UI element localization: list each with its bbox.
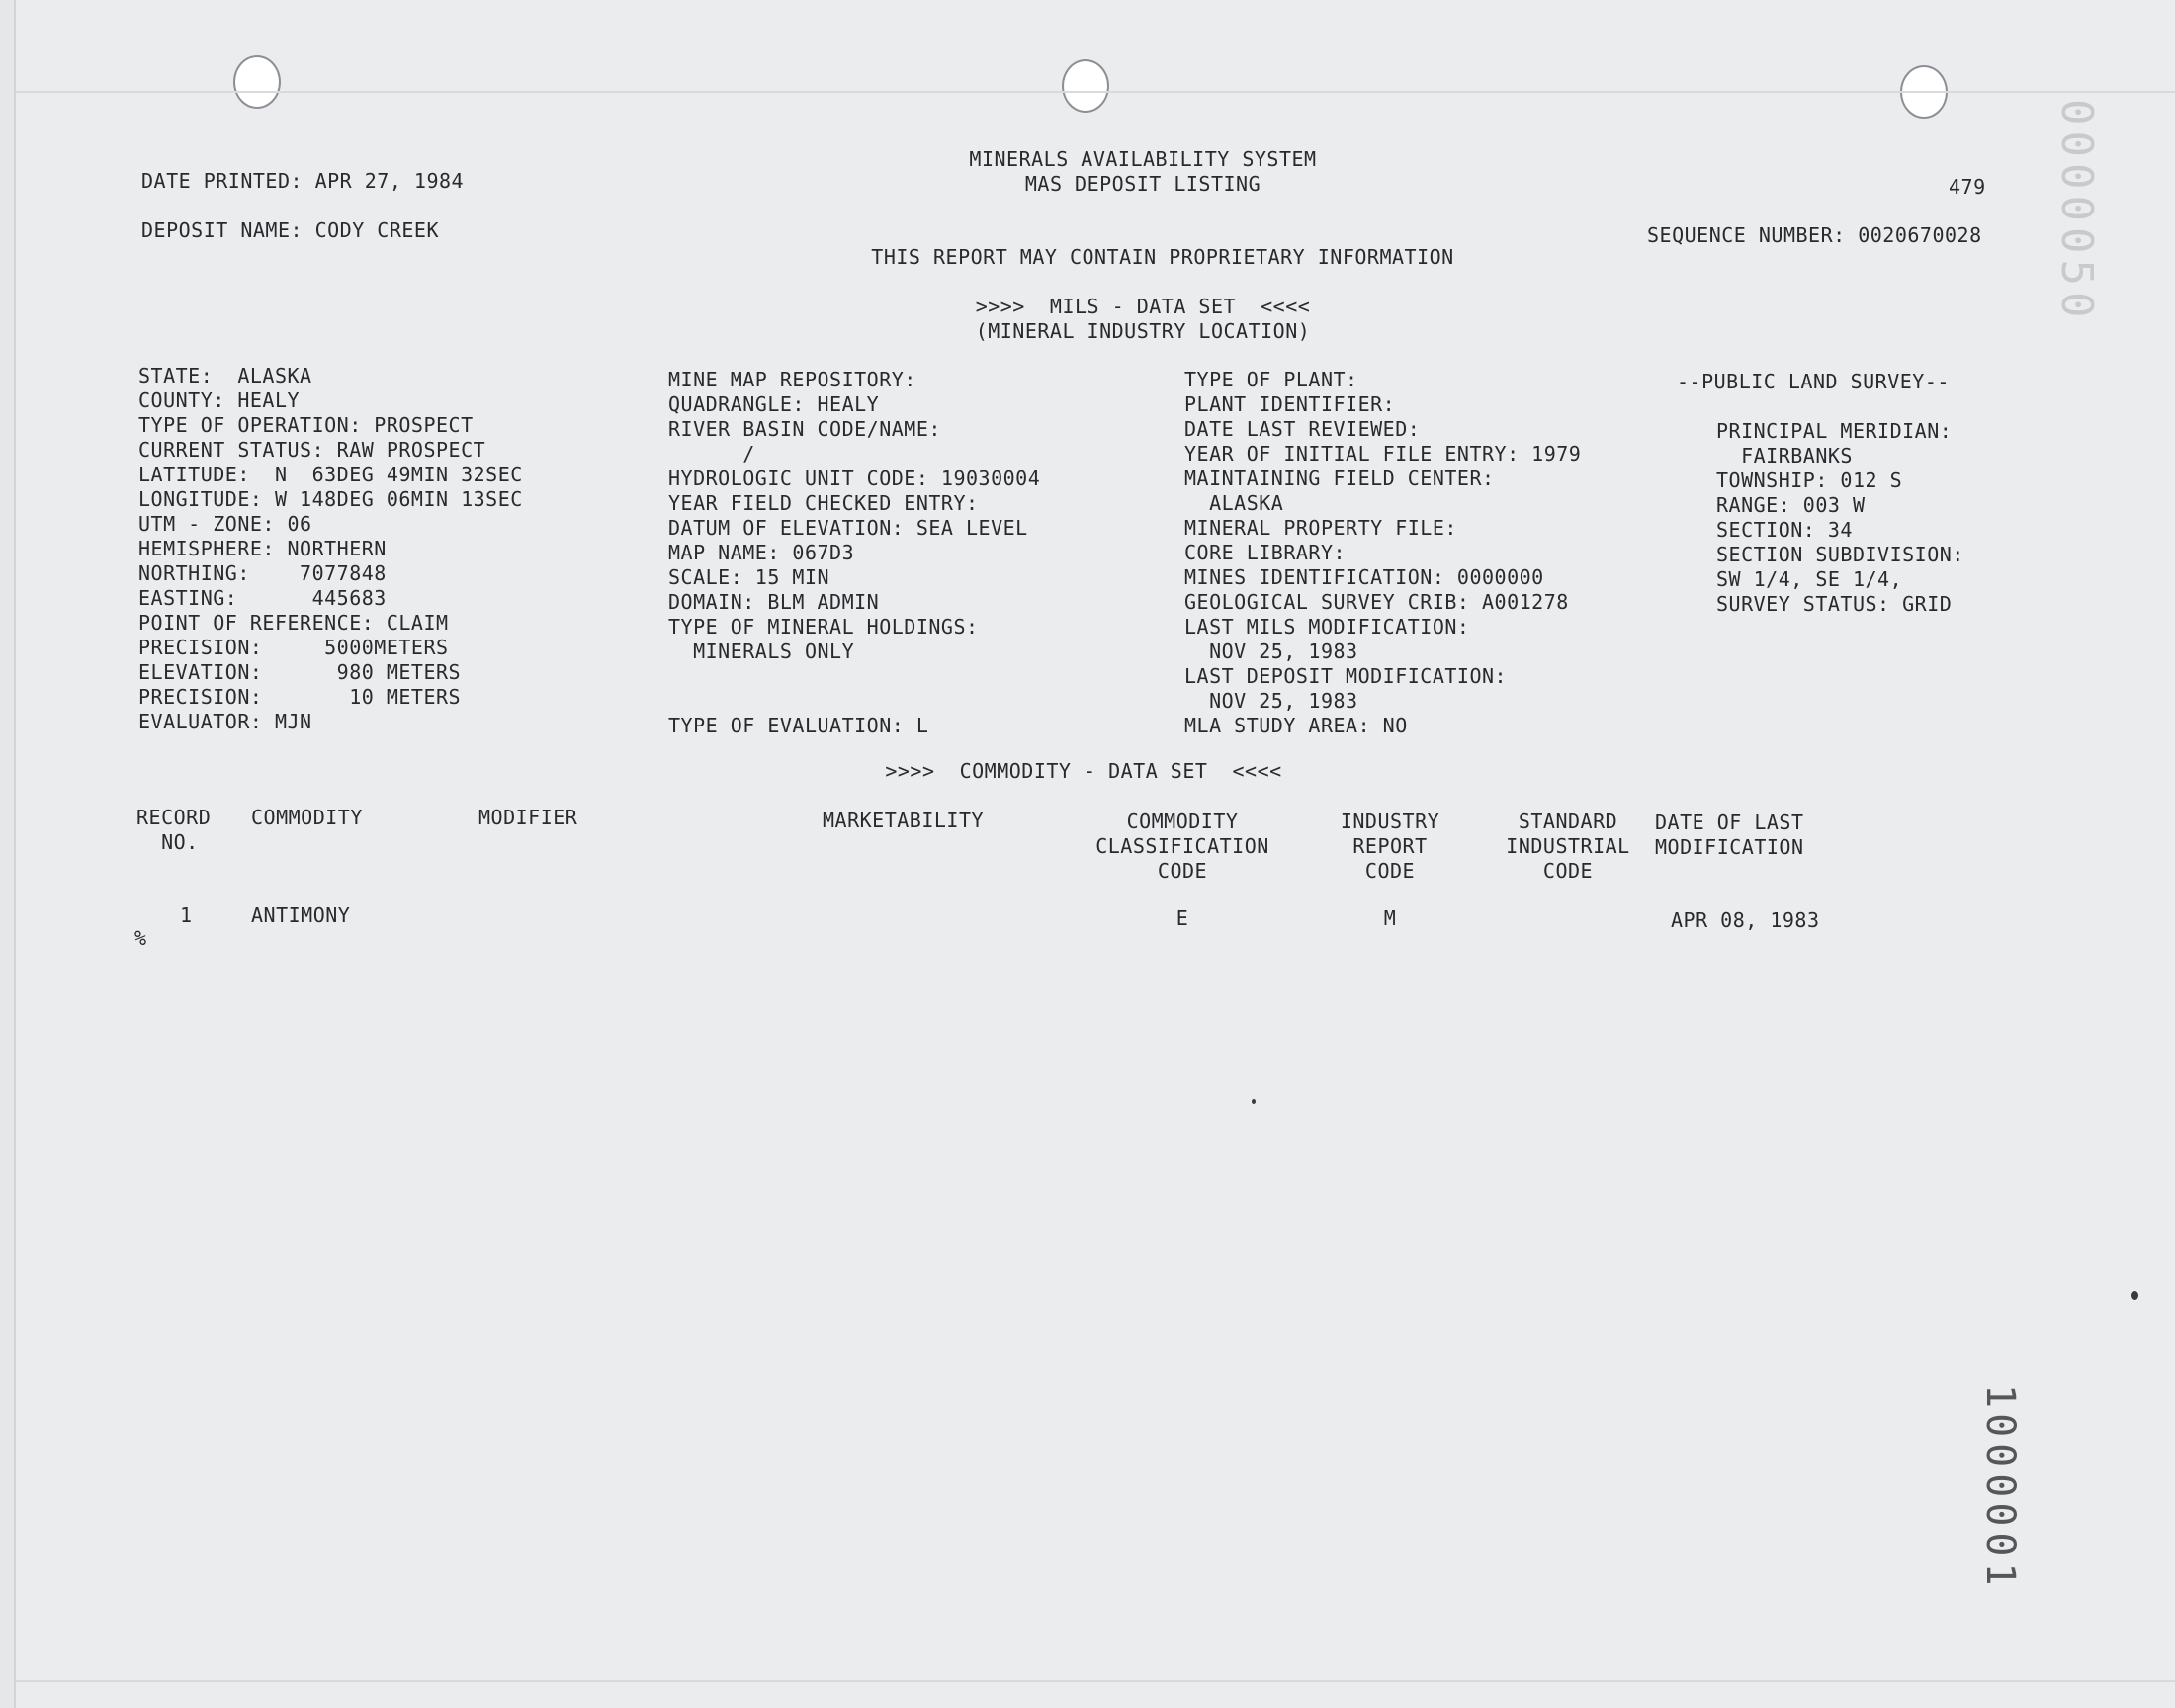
last-deposit-modification-field: LAST DEPOSIT MODIFICATION: [1184,664,1508,688]
point-of-reference-field: POINT OF REFERENCE: CLAIM [138,611,449,635]
longitude-field: LONGITUDE: W 148DEG 06MIN 13SEC [138,487,523,511]
current-status-field: CURRENT STATUS: RAW PROSPECT [138,438,486,462]
survey-status-field: SURVEY STATUS: GRID [1716,592,1953,616]
evaluator-field: EVALUATOR: MJN [138,710,312,733]
mils-title: >>>> MILS - DATA SET <<<< [975,295,1311,318]
header-date-last-modification: DATE OF LAST MODIFICATION [1655,811,1804,859]
elevation-field: ELEVATION: 980 METERS [138,660,462,684]
date-last-modification: APR 08, 1983 [1671,908,1820,932]
hemisphere-field: HEMISPHERE: NORTHERN [138,537,387,560]
river-basin-value: / [668,442,755,466]
latitude-field: LATITUDE: N 63DEG 49MIN 32SEC [138,463,523,486]
document-page [14,0,2175,1708]
scale-field: SCALE: 15 MIN [668,565,830,589]
initial-file-entry-field: YEAR OF INITIAL FILE ENTRY: 1979 [1184,442,1582,466]
map-name-field: MAP NAME: 067D3 [668,541,855,564]
northing-field: NORTHING: 7077848 [138,561,387,585]
mils-column-land-survey [1716,394,1964,617]
range-field: RANGE: 003 W [1716,493,1866,517]
mines-identification-field: MINES IDENTIFICATION: 0000000 [1184,565,1544,589]
principal-meridian-value: FAIRBANKS [1716,444,1853,468]
sequence-number: SEQUENCE NUMBER: 0020670028 [1647,223,1982,247]
state-field: STATE: ALASKA [138,364,312,387]
mineral-property-file-field: MINERAL PROPERTY FILE: [1184,516,1457,540]
listing-title: MAS DEPOSIT LISTING [1024,172,1262,196]
header-commodity: COMMODITY [251,806,363,829]
county-field: COUNTY: HEALY [138,388,301,412]
elevation-precision-field: PRECISION: 10 METERS [138,685,462,709]
section-subdivision-value: SW 1/4, SE 1/4, [1716,567,1903,591]
mils-column-maps [668,368,1040,738]
section-subdivision-field: SECTION SUBDIVISION: [1716,543,1964,566]
mineral-holdings-field: TYPE OF MINERAL HOLDINGS: [668,615,979,639]
hydrologic-unit-field: HYDROLOGIC UNIT CODE: 19030004 [668,467,1041,490]
feed-guide-line [16,91,2175,93]
last-deposit-modification-value: NOV 25, 1983 [1184,689,1358,713]
domain-field: DOMAIN: BLM ADMIN [668,590,880,614]
last-mils-modification-value: NOV 25, 1983 [1184,640,1358,663]
field-center-value: ALASKA [1184,491,1284,515]
easting-field: EASTING: 445683 [138,586,387,610]
mils-column-location [138,364,523,734]
plant-type-field: TYPE OF PLANT: [1184,368,1358,391]
header-marketability: MARKETABILITY [823,809,985,832]
datum-elevation-field: DATUM OF ELEVATION: SEA LEVEL [668,516,1028,540]
proprietary-notice: THIS REPORT MAY CONTAIN PROPRIETARY INFORMATION [871,245,1454,269]
punch-hole-center [1062,59,1109,113]
year-field-checked-field: YEAR FIELD CHECKED ENTRY: [668,491,979,515]
date-printed: DATE PRINTED: APR 27, 1984 [141,169,465,193]
section-field: SECTION: 34 [1716,518,1853,542]
ink-speck [1252,1099,1256,1104]
township-field: TOWNSHIP: 012 S [1716,469,1903,492]
quadrangle-field: QUADRANGLE: HEALY [668,392,880,416]
river-basin-field: RIVER BASIN CODE/NAME: [668,417,941,441]
plant-identifier-field: PLANT IDENTIFIER: [1184,392,1396,416]
operation-type-field: TYPE OF OPERATION: PROSPECT [138,413,474,437]
principal-meridian-field: PRINCIPAL MERIDIAN: [1716,419,1953,443]
header-classification-code: COMMODITY CLASSIFICATION CODE [1095,810,1269,883]
last-mils-modification-field: LAST MILS MODIFICATION: [1184,615,1470,639]
ink-dot [2132,1291,2138,1300]
system-title: MINERALS AVAILABILITY SYSTEM [969,147,1317,171]
punch-hole-left [233,55,281,109]
feed-guide-line-bottom [16,1680,2175,1682]
deposit-name: DEPOSIT NAME: CODY CREEK [141,218,439,242]
header-modifier: MODIFIER [478,806,578,829]
header-industry-report-code: INDUSTRY REPORT CODE [1340,810,1440,883]
date-last-reviewed-field: DATE LAST REVIEWED: [1184,417,1421,441]
blank-line [668,689,1040,714]
evaluation-type-field: TYPE OF EVALUATION: L [668,714,929,737]
percent-mark: % [134,926,147,950]
blank-line [1716,394,1964,419]
page-number: 479 [1949,175,1986,199]
core-library-field: CORE LIBRARY: [1184,541,1347,564]
header-record-no: RECORD NO. [136,806,212,854]
field-center-field: MAINTAINING FIELD CENTER: [1184,467,1495,490]
survey-crib-field: GEOLOGICAL SURVEY CRIB: A001278 [1184,590,1569,614]
faint-edge-stamp: 0000050 [2051,99,2102,324]
mine-map-repository-field: MINE MAP REPOSITORY: [668,368,916,391]
utm-zone-field: UTM - ZONE: 06 [138,512,312,536]
public-land-survey-title: --PUBLIC LAND SURVEY-- [1677,370,1950,393]
industry-report-code: M [1383,906,1397,930]
mils-column-plant [1184,368,1581,738]
mils-subtitle: (MINERAL INDUSTRY LOCATION) [975,319,1311,343]
commodity-title: >>>> COMMODITY - DATA SET <<<< [885,759,1282,783]
header-standard-industrial-code: STANDARD INDUSTRIAL CODE [1506,810,1630,883]
document-number-stamp: 1000001 [1977,1384,2023,1592]
mineral-holdings-value: MINERALS ONLY [668,640,855,663]
record-number: 1 [180,903,193,927]
blank-line [668,664,1040,689]
classification-code: E [1175,906,1189,930]
mla-study-area-field: MLA STUDY AREA: NO [1184,714,1408,737]
precision-field: PRECISION: 5000METERS [138,636,449,659]
commodity-name: ANTIMONY [251,903,351,927]
